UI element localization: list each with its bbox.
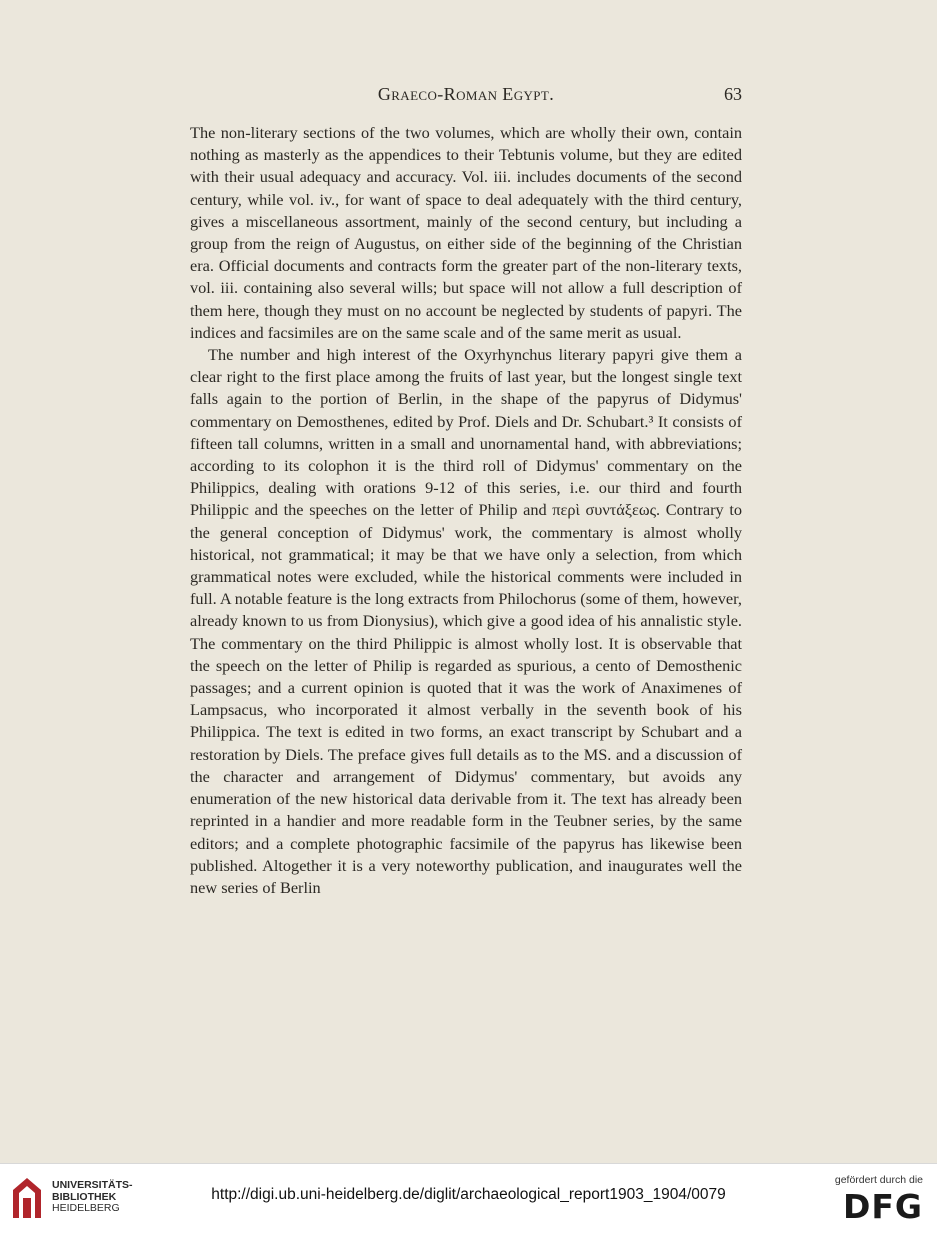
page-number: 63 — [724, 84, 742, 104]
library-name-line1: UNIVERSITÄTS- — [52, 1179, 133, 1191]
funder-block — [827, 1174, 923, 1226]
body-text — [190, 122, 742, 899]
library-name-line2: BIBLIOTHEK — [52, 1190, 117, 1203]
library-name-line3: HEIDELBERG — [52, 1202, 120, 1214]
page-header — [190, 84, 742, 110]
funding-credit: gefördert durch die — [834, 1174, 923, 1186]
permalink-url[interactable]: http://digi.ub.uni-heidelberg.de/diglit/archaeological_report1903_1904/0079 — [211, 1186, 726, 1203]
dfg-logo: DFG — [842, 1187, 923, 1226]
paragraph-2: The number and high interest of the Oxyrhynchus literary papyri give them a clear right to the first place among the fruits of last year, but the longest single text falls again to the portion of Berlin, in the shape of the papyrus of Didymus' commentary on Demosthenes, edited by Prof. Diels and Dr. Schubart.³ It consists of fifteen tall columns, written in a small and unornamental hand, with abbreviations; according to its colophon it is the third roll of Didymus' commentary on the Philippics, dealing with orations 9-12 of this series, i.e. our third and fourth Philippic and the speeches on the letter of Philip and περὶ συντάξεως. Contrary to the general conception of Didymus' work, the commentary is almost wholly historical, not grammatical; it may be that we have only a selection, from which grammatical notes were excluded, while the historical comments were included in full. A notable feature is the long extracts from Philochorus (some of them, however, already known to us from Dionysius), which give a good idea of his annalistic style. The commentary on the third Philippic is almost wholly lost. It is observable that the speech on the letter of Philip is regarded as spurious, a cento of Demosthenic passages; and a current opinion is quoted that it was the work of Anaximenes of Lampsacus, who incorporated it almost verbally in the seventh book of his Philippica. The text is edited in two forms, an exact transcript by Schubart and a restoration by Diels. The preface gives full details as to the MS. and a discussion of the character and arrangement of Didymus' commentary, but avoids any enumeration of the new historical data derivable from it. The text has already been reprinted in a handier and more readable form in the Teubner series, by the same editors; and a complete photographic facsimile of the papyrus has likewise been published. Altogether it is a very noteworthy publication, and inaugurates well the new series of Berlin — [190, 345, 742, 897]
paragraph-1: The non-literary sections of the two volumes, which are wholly their own, contain nothing as masterly as the appendices to their Tebtunis volume, but they are edited with their usual adequacy and accuracy. Vol. iii. includes documents of the second century, while vol. iv., for want of space to deal adequately with the third century, gives a miscellaneous assortment, mainly of the second century, but including a group from the reign of Augustus, on either side of the beginning of the Christian era. Official documents and contracts form the greater part of the non-literary texts, vol. iii. containing also several wills; but space will not allow a full description of them here, though they must on no account be neglected by students of papyri. The indices and facsimiles are on the same scale and of the same merit as usual. — [190, 123, 742, 342]
running-title: Graeco-Roman Egypt. — [377, 84, 555, 104]
viewer-footer — [0, 1163, 937, 1234]
